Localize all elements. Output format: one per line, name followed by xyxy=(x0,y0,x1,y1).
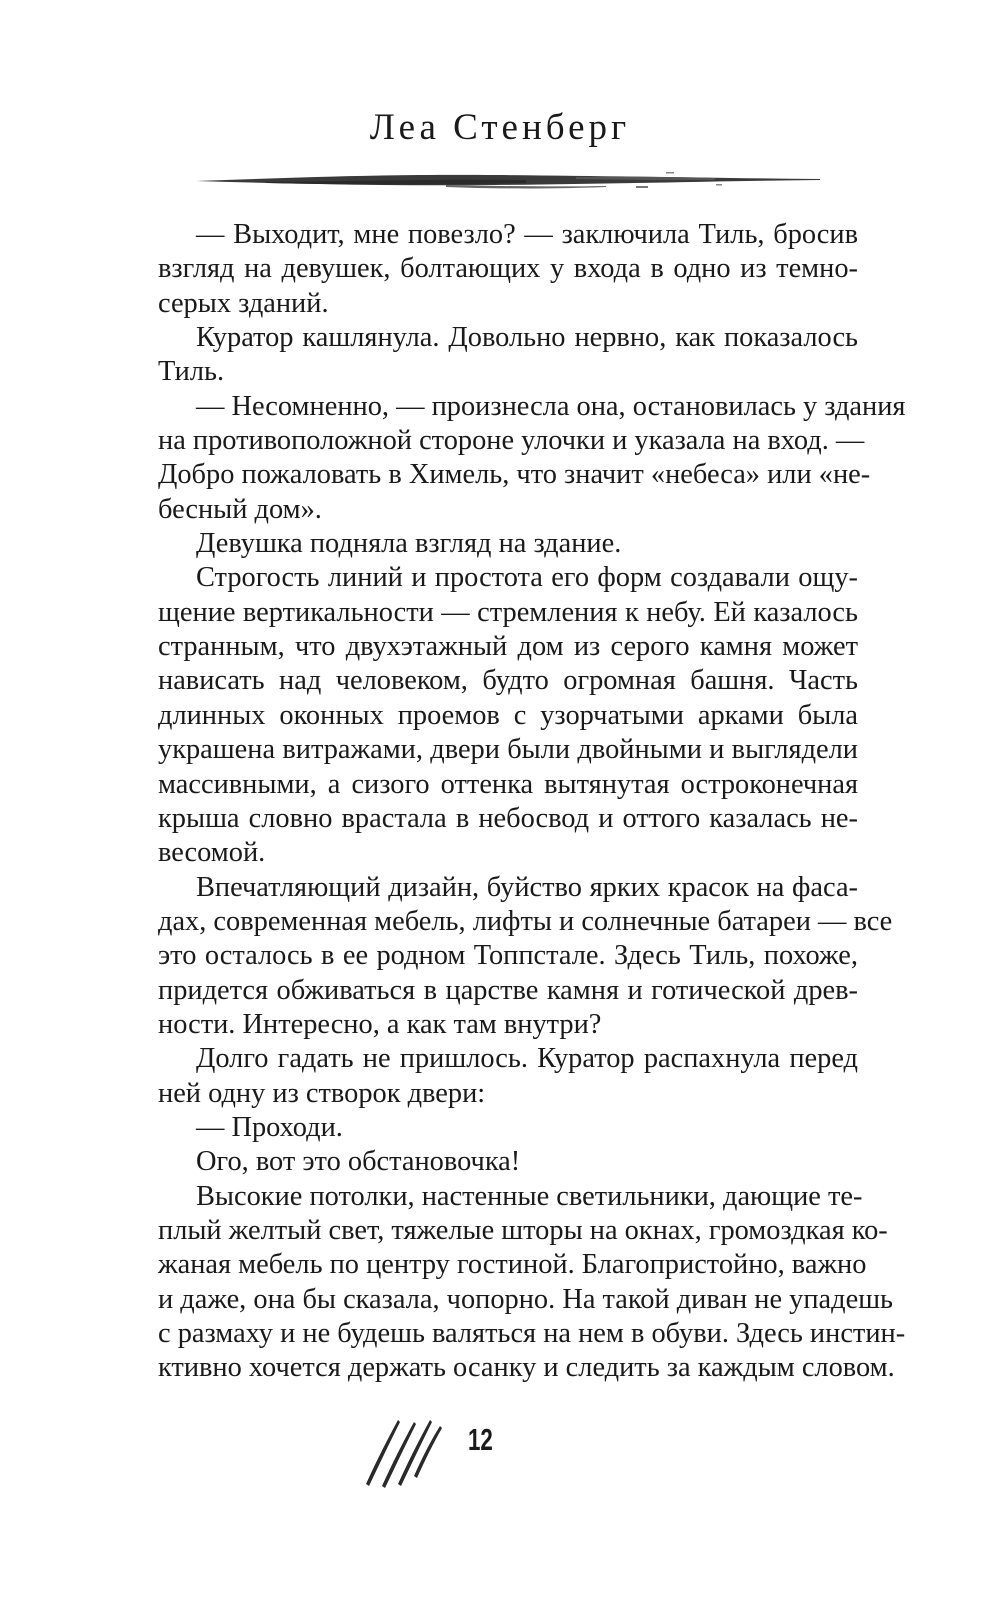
text-line: плый желтый свет, тяжелые шторы на окнах, громоздкая ко- xyxy=(158,1214,888,1246)
text-line: Тиль. xyxy=(158,356,225,388)
page-body-text xyxy=(158,218,906,1386)
text-line: Куратор кашлянула. Довольно нервно, как показалось xyxy=(196,322,858,354)
text-line: это осталось в ее родном Топпстале. Здесь Тиль, похоже, xyxy=(158,940,858,972)
text-line: весомой. xyxy=(158,837,266,869)
text-line: дах, современная мебель, лифты и солнечные батареи — все xyxy=(158,905,893,937)
text-line: Ого, вот это обстановочка! xyxy=(196,1146,521,1178)
text-line: серых зданий. xyxy=(158,287,329,319)
text-line: нависать над человеком, будто огромная башня. Часть xyxy=(158,665,858,697)
text-line: — Проходи. xyxy=(196,1111,343,1143)
page-footer xyxy=(358,1410,518,1490)
text-line: — Несомненно, — произнесла она, остановилась у здания xyxy=(196,390,906,422)
text-line: жаная мебель по центру гостиной. Благопристойно, важно xyxy=(158,1249,867,1281)
text-line: массивными, а сизого оттенка вытянутая остроконечная xyxy=(158,768,858,800)
text-line: на противоположной стороне улочки и указала на вход. — xyxy=(158,425,865,457)
text-line: бесный дом». xyxy=(158,493,322,525)
text-line: длинных оконных проемов с узорчатыми арками была xyxy=(158,699,858,731)
text-line: ней одну из створок двери: xyxy=(158,1077,486,1109)
text-line: придется обживаться в царстве камня и готической древ- xyxy=(158,974,858,1006)
text-line: ности. Интересно, а как там внутри? xyxy=(158,1008,602,1040)
text-line: Долго гадать не пришлось. Куратор распахнула перед xyxy=(196,1043,858,1075)
text-line: украшена витражами, двери были двойными и выглядели xyxy=(158,734,858,766)
text-line: крыша словно врастала в небосвод и оттого казалась не- xyxy=(158,802,858,834)
claw-scratch-icon xyxy=(358,1410,448,1490)
text-line: Добро пожаловать в Химель, что значит «небеса» или «не- xyxy=(158,459,871,491)
text-line: Строгость линий и простота его форм создавали ощу- xyxy=(196,562,858,594)
text-line: и даже, она бы сказала, чопорно. На такой диван не упадешь xyxy=(158,1283,894,1315)
text-line: щение вертикальности — стремления к небу. Ей казалось xyxy=(158,596,858,628)
running-header-author: Леа Стенберг xyxy=(369,107,631,148)
text-line: Впечатляющий дизайн, буйство ярких красок на фаса- xyxy=(196,871,858,903)
text-line: ктивно хочется держать осанку и следить за каждым словом. xyxy=(158,1352,895,1384)
page-number: 12 xyxy=(468,1422,493,1457)
text-line: Высокие потолки, настенные светильники, дающие те- xyxy=(196,1180,863,1212)
text-line: странным, что двухэтажный дом из серого камня может xyxy=(158,631,858,663)
text-line: взгляд на девушек, болтающих у входа в одно из темно- xyxy=(158,253,858,285)
brush-stroke-divider-icon xyxy=(196,168,820,192)
text-line: с размаху и не будешь валяться на нем в обуви. Здесь инстин- xyxy=(158,1318,906,1349)
text-line: — Выходит, мне повезло? — заключила Тиль, бросив xyxy=(196,219,858,250)
text-line: Девушка подняла взгляд на здание. xyxy=(196,528,622,560)
